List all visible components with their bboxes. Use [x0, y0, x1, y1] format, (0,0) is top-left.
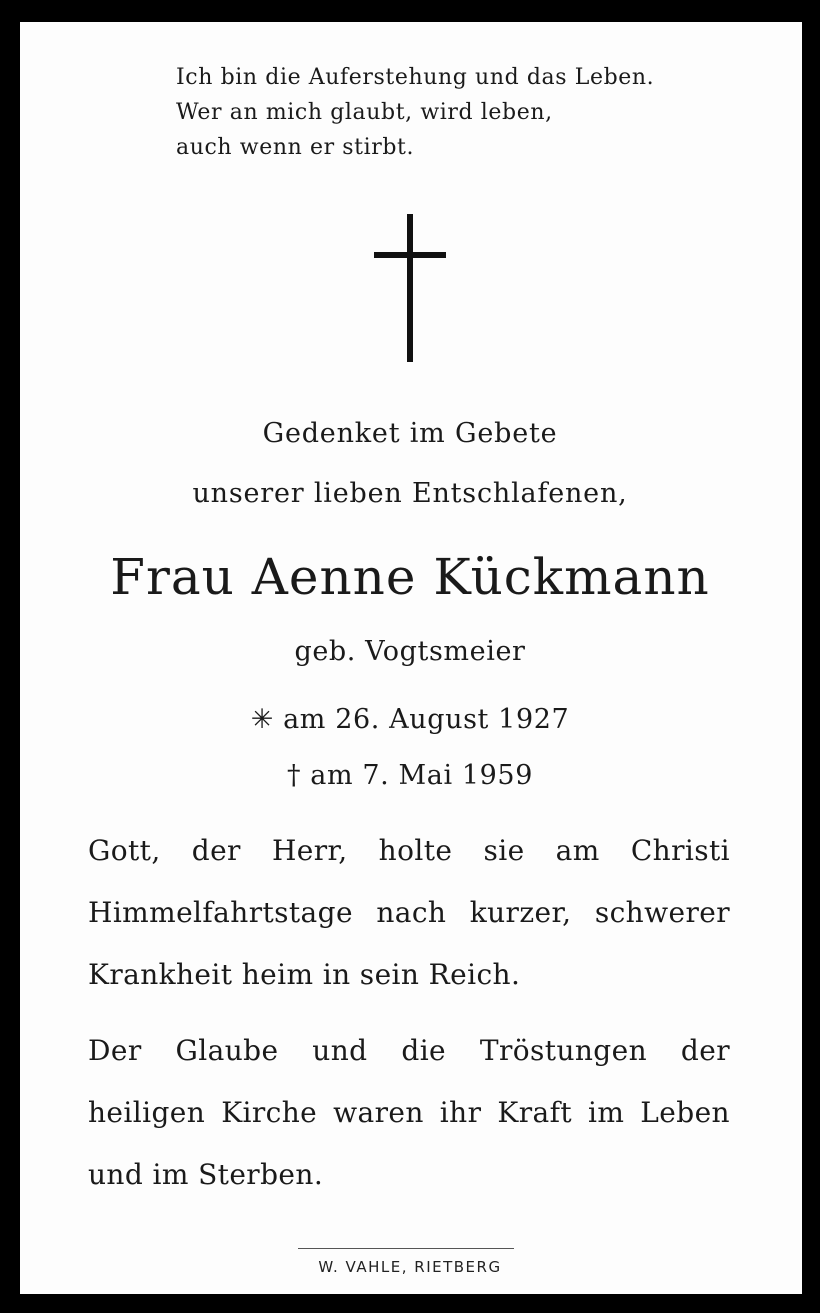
- cross-icon: [374, 214, 446, 362]
- maiden-name: geb. Vogtsmeier: [294, 636, 526, 667]
- paragraph-line: Der Glaube und die Tröstungen der: [88, 1034, 730, 1067]
- deceased-name: Frau Aenne Kückmann: [110, 548, 710, 606]
- death-date: † am 7. Mai 1959: [287, 760, 533, 791]
- paragraph-line: Krankheit heim in sein Reich.: [88, 958, 521, 991]
- paragraph-line: und im Sterben.: [88, 1158, 324, 1191]
- intro-line: unserer lieben Entschlafenen,: [192, 478, 628, 509]
- bible-verse-line: Ich bin die Auferstehung und das Leben.: [176, 65, 655, 90]
- paragraph-line: Gott, der Herr, holte sie am Christi: [88, 834, 730, 867]
- bible-verse-line: Wer an mich glaubt, wird leben,: [176, 100, 553, 125]
- birth-date: ✳ am 26. August 1927: [250, 704, 570, 735]
- printer-divider: [298, 1248, 514, 1249]
- intro-line: Gedenket im Gebete: [262, 418, 558, 449]
- death-notice-paragraph: [88, 820, 730, 1006]
- bible-verse: [176, 60, 654, 165]
- paragraph-line: Himmelfahrtstage nach kurzer, schwerer: [88, 896, 730, 929]
- paragraph-line: heiligen Kirche waren ihr Kraft im Leben: [88, 1096, 730, 1129]
- bible-verse-line: auch wenn er stirbt.: [176, 135, 415, 160]
- faith-paragraph: [88, 1020, 730, 1206]
- printer-imprint: W. VAHLE, RIETBERG: [318, 1258, 502, 1276]
